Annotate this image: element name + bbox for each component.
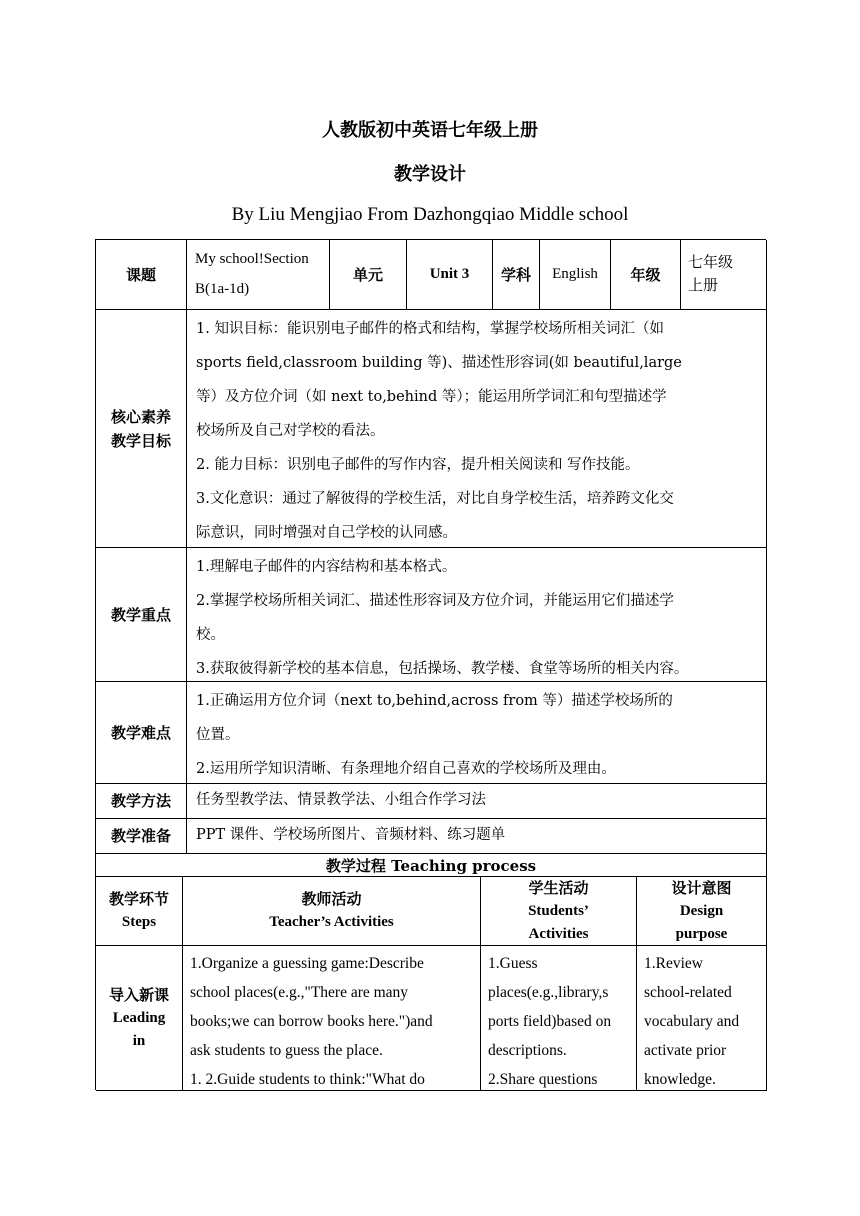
design-purpose-line: school-related bbox=[644, 984, 732, 1001]
process-header: 教学过程 Teaching process bbox=[96, 854, 767, 877]
column-steps bbox=[96, 877, 183, 946]
difficulties-line: 位置。 bbox=[196, 727, 240, 743]
teacher-activity-line: ask students to guess the place. bbox=[190, 1042, 383, 1059]
column-purpose-en: purpose bbox=[675, 925, 728, 942]
grade-value-line: 七年级 bbox=[688, 253, 734, 271]
student-activity-line: 2.Share questions bbox=[488, 1071, 598, 1088]
key-points-line: 2.掌握学校场所相关词汇、描述性形容词及方位介词，并能运用它们描述学 bbox=[196, 593, 674, 609]
column-purpose bbox=[637, 877, 767, 946]
key-points-content bbox=[187, 548, 767, 682]
design-purpose-line: knowledge. bbox=[644, 1071, 716, 1088]
teacher-activity-line: 1.Organize a guessing game:Describe bbox=[190, 955, 424, 972]
teacher-activity-line: school places(e.g.,"There are many bbox=[190, 984, 409, 1001]
student-activity-line: descriptions. bbox=[488, 1042, 567, 1059]
document-subtitle: 教学设计 bbox=[394, 164, 466, 185]
goals-line: 1. 知识目标：能识别电子邮件的格式和结构，掌握学校场所相关词汇（如 bbox=[196, 321, 664, 337]
goals-line: 2. 能力目标：识别电子邮件的写作内容，提升相关阅读和 写作技能。 bbox=[196, 457, 640, 473]
design-purpose-line: vocabulary and bbox=[644, 1013, 740, 1030]
goals-line: sports field,classroom building 等)、描述性形容词(如 beautiful,large bbox=[196, 355, 682, 371]
student-activity-line: places(e.g.,library,s bbox=[488, 984, 609, 1001]
column-purpose-cn: 设计意图 bbox=[671, 878, 732, 897]
unit-value: Unit 3 bbox=[407, 240, 493, 310]
goals-content bbox=[187, 310, 767, 548]
document-title: 人教版初中英语七年级上册 bbox=[322, 120, 538, 141]
step-name-en: Leading bbox=[112, 1010, 166, 1026]
column-teacher bbox=[183, 877, 481, 946]
design-purpose-line: activate prior bbox=[644, 1042, 727, 1059]
methods-label: 教学方法 bbox=[96, 784, 187, 819]
subject-value: English bbox=[540, 240, 611, 310]
topic-value bbox=[187, 240, 330, 310]
preparation-label: 教学准备 bbox=[96, 819, 187, 854]
teaching-process-table bbox=[95, 853, 766, 1090]
design-purpose-line: 1.Review bbox=[644, 955, 703, 972]
document-byline: By Liu Mengjiao From Dazhongqiao Middle school bbox=[231, 204, 629, 225]
grade-label: 年级 bbox=[611, 240, 681, 310]
difficulties-label: 教学难点 bbox=[96, 682, 187, 784]
difficulties-content bbox=[187, 682, 767, 784]
column-steps-en: Steps bbox=[121, 914, 157, 930]
lesson-info-table bbox=[95, 239, 766, 853]
goals-line: 等）及方位介词（如 next to,behind 等）；能运用所学词汇和句型描述学 bbox=[196, 389, 667, 405]
topic-value-line: My school!Section bbox=[195, 251, 309, 267]
teacher-activity-line: books;we can borrow books here.")and bbox=[190, 1013, 433, 1030]
column-teacher-en: Teacher’s Activities bbox=[269, 914, 394, 930]
column-purpose-en: Design bbox=[679, 902, 724, 919]
column-student-cn: 学生活动 bbox=[528, 878, 589, 897]
column-steps-cn: 教学环节 bbox=[108, 890, 169, 908]
subject-label: 学科 bbox=[493, 240, 540, 310]
step-name-cn: 导入新课 bbox=[108, 986, 169, 1004]
student-activity-line: 1.Guess bbox=[488, 955, 538, 972]
goals-label-line: 教学目标 bbox=[110, 431, 171, 450]
column-student bbox=[481, 877, 637, 946]
goals-line: 校场所及自己对学校的看法。 bbox=[196, 423, 385, 439]
column-student-en: Students’ bbox=[528, 902, 589, 919]
grade-value-line: 上册 bbox=[688, 276, 719, 294]
column-student-en: Activities bbox=[528, 925, 589, 942]
step-leading-in bbox=[96, 946, 183, 1091]
design-purpose bbox=[637, 946, 767, 1091]
student-activities bbox=[481, 946, 637, 1091]
column-teacher-cn: 教师活动 bbox=[301, 890, 362, 908]
teacher-activity-line: 1. 2.Guide students to think:"What do bbox=[190, 1071, 425, 1088]
goals-label-line: 核心素养 bbox=[110, 407, 171, 426]
methods-content: 任务型教学法、情景教学法、小组合作学习法 bbox=[187, 784, 767, 819]
difficulties-line: 1.正确运用方位介词（next to,behind,across from 等）描述学校场所的 bbox=[196, 693, 673, 709]
key-points-line: 1.理解电子邮件的内容结构和基本格式。 bbox=[196, 559, 457, 575]
topic-value-line: B(1a-1d) bbox=[195, 281, 250, 297]
goals-line: 3.文化意识：通过了解彼得的学校生活，对比自身学校生活，培养跨文化交 bbox=[196, 491, 674, 507]
student-activity-line: ports field)based on bbox=[488, 1013, 612, 1030]
step-name-en: in bbox=[132, 1033, 146, 1049]
teacher-activities bbox=[183, 946, 481, 1091]
key-points-label: 教学重点 bbox=[96, 548, 187, 682]
grade-value bbox=[681, 240, 767, 310]
key-points-line: 校。 bbox=[196, 627, 225, 643]
topic-label: 课题 bbox=[96, 240, 187, 310]
difficulties-line: 2.运用所学知识清晰、有条理地介绍自己喜欢的学校场所及理由。 bbox=[196, 761, 616, 777]
goals-line: 际意识，同时增强对自己学校的认同感。 bbox=[196, 525, 457, 541]
goals-label bbox=[96, 310, 187, 548]
key-points-line: 3.获取彼得新学校的基本信息，包括操场、教学楼、食堂等场所的相关内容。 bbox=[196, 661, 689, 677]
unit-label: 单元 bbox=[330, 240, 407, 310]
preparation-content: PPT 课件、学校场所图片、音频材料、练习题单 bbox=[187, 819, 767, 854]
